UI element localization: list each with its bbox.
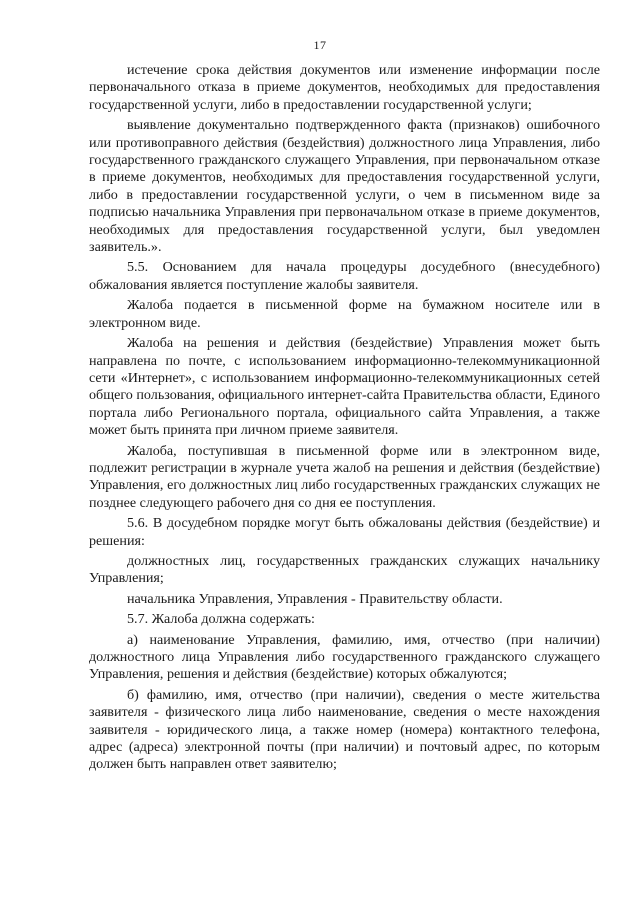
paragraph-complaint-channels: Жалоба на решения и действия (бездействие) Управления может быть направлена по почте, с использованием информационно-телекоммуникационной сети «Интернет», с использованием информационно-телекоммуникационных сетей общего пользования, официального интернет-сайта Правительства области, Единого портала либо Регионального портала, официального сайта Управления, а также может быть принята при личном приеме заявителя.	[89, 335, 600, 439]
paragraph-item-b: б) фамилию, имя, отчество (при наличии), сведения о месте жительства заявителя - физического лица либо наименование, сведения о месте нахождения заявителя - юридического лица, а также номер (номера) контактного телефона, адрес (адреса) электронной почты (при наличии) и почтовый адрес, по которым должен быть направлен ответ заявителю;	[89, 686, 600, 773]
paragraph-5-5-grounds: 5.5. Основанием для начала процедуры досудебного (внесудебного) обжалования является поступление жалобы заявителя.	[89, 259, 600, 293]
paragraph-5-6-pretrial: 5.6. В досудебном порядке могут быть обжалованы действия (бездействие) и решения:	[89, 515, 600, 549]
paragraph-officials: должностных лиц, государственных гражданских служащих начальнику Управления;	[89, 552, 600, 587]
paragraph-complaint-form: Жалоба подается в письменной форме на бумажном носителе или в электронном виде.	[89, 297, 600, 331]
paragraph-item-a: а) наименование Управления, фамилию, имя, отчество (при наличии) должностного лица Управления либо государственного гражданского служащего Управления, решения и действия (бездействие) которых обжалуются;	[89, 631, 600, 683]
paragraph-expired-documents: истечение срока действия документов или изменение информации после первоначального отказа в приеме документов, необходимых для предоставления государственной услуги, либо в предоставлении государственной услуги;	[89, 62, 600, 113]
paragraph-5-7-contents: 5.7. Жалоба должна содержать:	[127, 611, 315, 628]
document-body	[89, 62, 600, 777]
paragraph-erroneous-action: выявление документально подтвержденного факта (признаков) ошибочного или противоправного действия (бездействия) должностного лица Управления, либо государственного гражданского служащего Управления, при первоначальном отказе в приеме документов, необходимых для предоставления государственной услуги, либо в предоставлении государственной услуги, о чем в письменном виде за подписью начальника Управления при первоначальном отказе в приеме документов, необходимых для предоставления государственной услуги, был уведомлен заявитель.».	[89, 117, 600, 256]
paragraph-head-of-department: начальника Управления, Управления - Правительству области.	[127, 590, 503, 607]
paragraph-complaint-registration: Жалоба, поступившая в письменной форме или в электронном виде, подлежит регистрации в журнале учета жалоб на решения и действия (бездействие) Управления, его должностных лиц либо государственных гражданских служащих не позднее следующего рабочего дня со дня ее поступления.	[89, 442, 600, 511]
page-number: 17	[313, 38, 327, 52]
